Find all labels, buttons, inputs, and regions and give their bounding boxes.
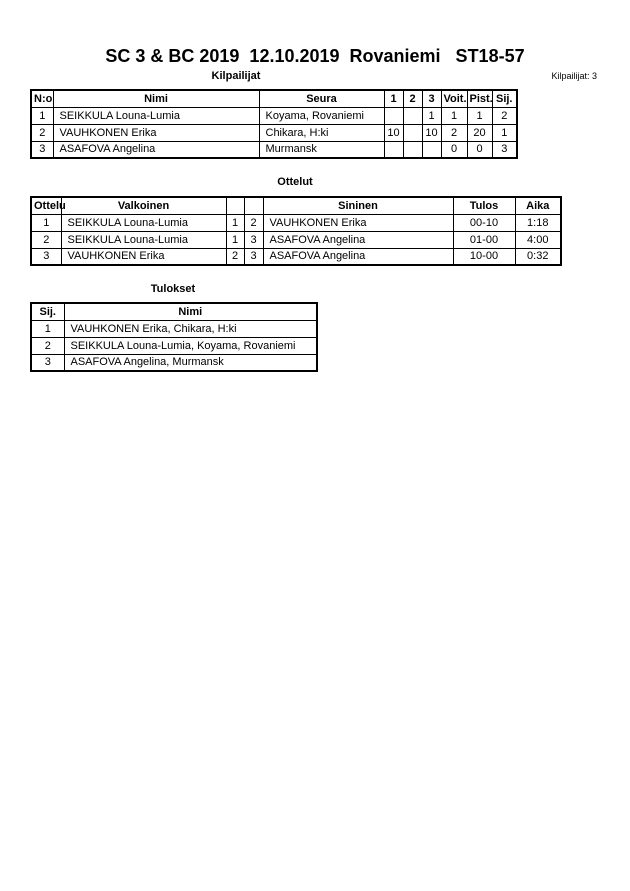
cell-blue-no: 2 xyxy=(244,214,263,231)
table-row xyxy=(31,214,561,231)
cell-result: 00-10 xyxy=(453,214,515,231)
competitor-count-label: Kilpailijat: 3 xyxy=(551,71,597,81)
cell-blue-no: 3 xyxy=(244,248,263,265)
cell-round-3 xyxy=(422,141,441,158)
col-header-round-1: 1 xyxy=(384,90,403,107)
cell-place: 1 xyxy=(31,320,64,337)
cell-place: 2 xyxy=(31,337,64,354)
table-row xyxy=(31,248,561,265)
col-header-time: Aika xyxy=(515,197,561,214)
cell-name: VAUHKONEN Erika xyxy=(53,124,259,141)
col-header-place: Sij. xyxy=(492,90,517,107)
results-table xyxy=(30,302,318,372)
table-row xyxy=(31,124,517,141)
results-header-row xyxy=(31,303,317,320)
col-header-white: Valkoinen xyxy=(61,197,226,214)
cell-white-no: 1 xyxy=(226,231,244,248)
cell-no: 1 xyxy=(31,107,53,124)
col-header-match-no: Ottelu xyxy=(31,197,61,214)
table-row xyxy=(31,337,317,354)
col-header-no: N:o xyxy=(31,90,53,107)
cell-time: 4:00 xyxy=(515,231,561,248)
col-header-place: Sij. xyxy=(31,303,64,320)
cell-points: 20 xyxy=(467,124,492,141)
results-section-heading: Tulokset xyxy=(150,283,196,295)
cell-match-no: 2 xyxy=(31,231,61,248)
cell-wins: 0 xyxy=(441,141,467,158)
cell-blue-name: VAUHKONEN Erika xyxy=(263,214,453,231)
cell-club: Koyama, Rovaniemi xyxy=(259,107,384,124)
cell-no: 2 xyxy=(31,124,53,141)
cell-place: 3 xyxy=(492,141,517,158)
cell-points: 0 xyxy=(467,141,492,158)
cell-blue-name: ASAFOVA Angelina xyxy=(263,231,453,248)
matches-header-row xyxy=(31,197,561,214)
matches-table xyxy=(30,196,562,266)
table-row xyxy=(31,320,317,337)
table-row xyxy=(31,141,517,158)
cell-blue-name: ASAFOVA Angelina xyxy=(263,248,453,265)
cell-white-no: 1 xyxy=(226,214,244,231)
competitors-section-heading: Kilpailijat xyxy=(211,70,261,82)
cell-round-1 xyxy=(384,141,403,158)
cell-name: SEIKKULA Louna-Lumia, Koyama, Rovaniemi xyxy=(64,337,317,354)
col-header-white-no xyxy=(226,197,244,214)
cell-white-name: SEIKKULA Louna-Lumia xyxy=(61,231,226,248)
cell-round-1: 10 xyxy=(384,124,403,141)
matches-section-heading: Ottelut xyxy=(277,176,313,188)
cell-time: 1:18 xyxy=(515,214,561,231)
col-header-name: Nimi xyxy=(64,303,317,320)
cell-round-3: 10 xyxy=(422,124,441,141)
cell-round-2 xyxy=(403,107,422,124)
cell-place: 1 xyxy=(492,124,517,141)
table-row xyxy=(31,107,517,124)
cell-match-no: 1 xyxy=(31,214,61,231)
table-row xyxy=(31,354,317,371)
cell-round-1 xyxy=(384,107,403,124)
cell-result: 01-00 xyxy=(453,231,515,248)
cell-name: ASAFOVA Angelina xyxy=(53,141,259,158)
cell-white-name: VAUHKONEN Erika xyxy=(61,248,226,265)
col-header-blue: Sininen xyxy=(263,197,453,214)
cell-blue-no: 3 xyxy=(244,231,263,248)
cell-points: 1 xyxy=(467,107,492,124)
cell-round-2 xyxy=(403,124,422,141)
table-row xyxy=(31,231,561,248)
competitors-header-row xyxy=(31,90,517,107)
cell-no: 3 xyxy=(31,141,53,158)
cell-white-no: 2 xyxy=(226,248,244,265)
cell-name: VAUHKONEN Erika, Chikara, H:ki xyxy=(64,320,317,337)
col-header-points: Pist. xyxy=(467,90,492,107)
cell-name: ASAFOVA Angelina, Murmansk xyxy=(64,354,317,371)
cell-time: 0:32 xyxy=(515,248,561,265)
cell-white-name: SEIKKULA Louna-Lumia xyxy=(61,214,226,231)
cell-club: Murmansk xyxy=(259,141,384,158)
cell-wins: 1 xyxy=(441,107,467,124)
cell-place: 3 xyxy=(31,354,64,371)
competitors-table xyxy=(30,89,518,159)
col-header-name: Nimi xyxy=(53,90,259,107)
cell-result: 10-00 xyxy=(453,248,515,265)
cell-wins: 2 xyxy=(441,124,467,141)
page-title: SC 3 & BC 2019 12.10.2019 Rovaniemi ST18-57 xyxy=(105,46,525,66)
cell-place: 2 xyxy=(492,107,517,124)
col-header-result: Tulos xyxy=(453,197,515,214)
cell-name: SEIKKULA Louna-Lumia xyxy=(53,107,259,124)
col-header-wins: Voit. xyxy=(441,90,467,107)
cell-round-3: 1 xyxy=(422,107,441,124)
col-header-round-3: 3 xyxy=(422,90,441,107)
cell-match-no: 3 xyxy=(31,248,61,265)
cell-round-2 xyxy=(403,141,422,158)
col-header-blue-no xyxy=(244,197,263,214)
cell-club: Chikara, H:ki xyxy=(259,124,384,141)
col-header-club: Seura xyxy=(259,90,384,107)
col-header-round-2: 2 xyxy=(403,90,422,107)
